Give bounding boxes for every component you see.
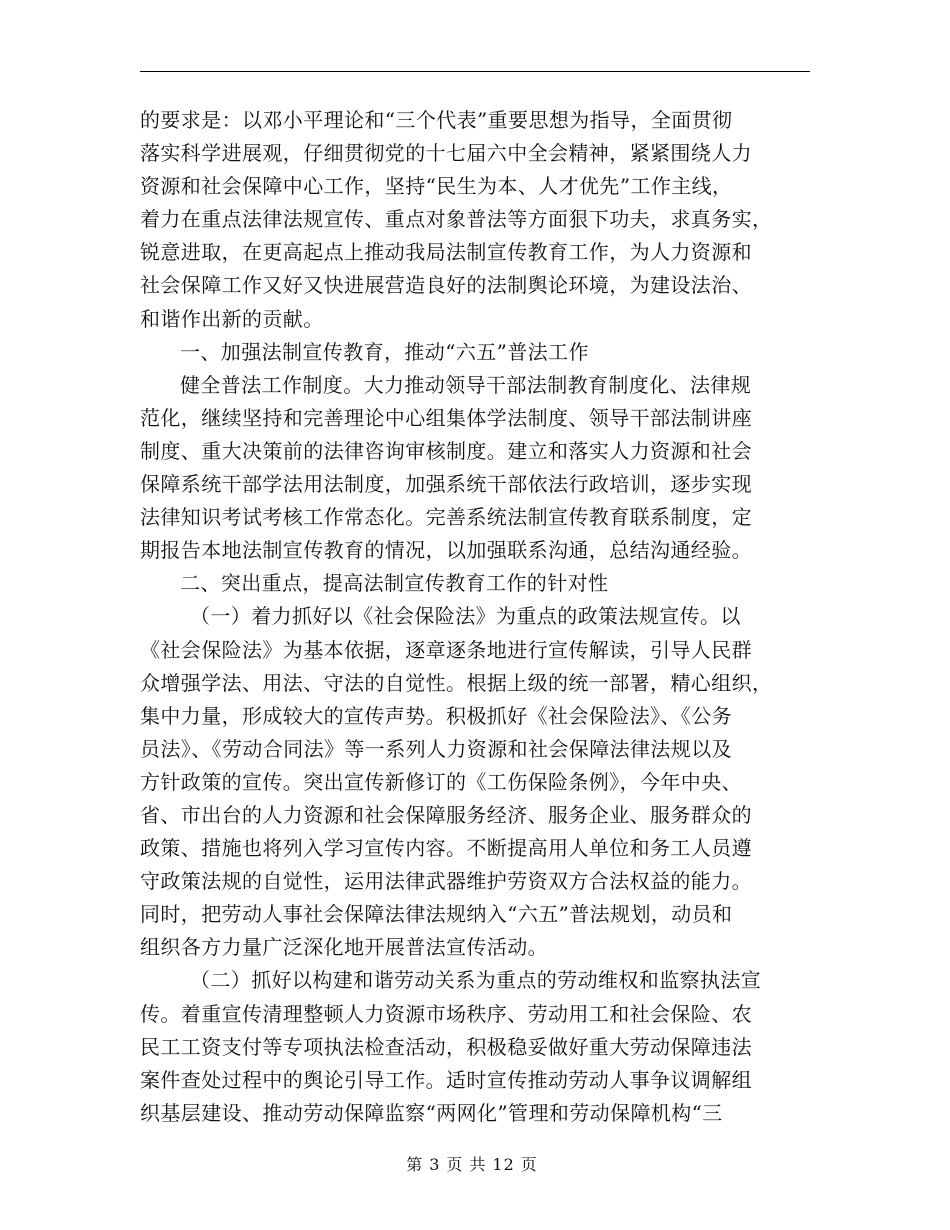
text-line: 传。着重宣传清理整顿人力资源市场秩序、劳动用工和社会保险、农 bbox=[140, 1001, 752, 1026]
text-line: 落实科学进展观，仔细贯彻党的十七届六中全会精神，紧紧围绕人力 bbox=[140, 141, 752, 166]
text-line: 锐意进取，在更高起点上推动我局法制宣传教育工作，为人力资源和 bbox=[140, 240, 752, 265]
text-line: 守政策法规的自觉性，运用法律武器维护劳资双方合法权益的能力。 bbox=[140, 869, 752, 894]
text-line: 织基层建设、推动劳动保障监察“两网化”管理和劳动保障机构“三 bbox=[140, 1100, 723, 1125]
text-line: 社会保障工作又好又快进展营造良好的法制舆论环境，为建设法治、 bbox=[140, 273, 752, 298]
text-line: 资源和社会保障中心工作，坚持“民生为本、人才优先”工作主线， bbox=[140, 174, 733, 199]
text-line: 众增强学法、用法、守法的自觉性。根据上级的统一部署，精心组织， bbox=[140, 670, 773, 695]
page-prefix: 第 bbox=[406, 1155, 424, 1174]
section-heading-2: 二、突出重点，提高法制宣传教育工作的针对性 bbox=[180, 571, 609, 596]
paragraph-start: 健全普法工作制度。大力推动领导干部法制教育制度化、法律规 bbox=[180, 372, 752, 397]
subsection-heading-1: （一）着力抓好以《社会保险法》为重点的政策法规宣传。以 bbox=[190, 604, 741, 629]
text-line: 范化，继续坚持和完善理论中心组集体学法制度、领导干部法制讲座 bbox=[140, 405, 752, 430]
text-line: 制度、重大决策前的法律咨询审核制度。建立和落实人力资源和社会 bbox=[140, 438, 752, 463]
text-line: 员法》、《劳动合同法》等一系列人力资源和社会保障法律法规以及 bbox=[140, 736, 732, 761]
text-line: 民工工资支付等专项执法检查活动，积极稳妥做好重大劳动保障违法 bbox=[140, 1034, 752, 1059]
text-line: 政策、措施也将列入学习宣传内容。不断提高用人单位和务工人员遵 bbox=[140, 836, 752, 861]
text-line: 法律知识考试考核工作常态化。完善系统法制宣传教育联系制度，定 bbox=[140, 505, 752, 530]
text-line: 同时，把劳动人事社会保障法律法规纳入“六五”普法规划，动员和 bbox=[140, 902, 733, 927]
page-unit: 页 bbox=[446, 1155, 464, 1174]
document-body bbox=[140, 104, 812, 1130]
text-line: 组织各方力量广泛深化地开展普法宣传活动。 bbox=[140, 935, 548, 960]
subsection-heading-2: （二）抓好以构建和谐劳动关系为重点的劳动维权和监察执法宣 bbox=[190, 968, 762, 993]
text-line: 着力在重点法律法规宣传、重点对象普法等方面狠下功夫，求真务实， bbox=[140, 207, 773, 232]
text-line: 期报告本地法制宣传教育的情况，以加强联系沟通，总结沟通经验。 bbox=[140, 538, 752, 563]
text-line: 《社会保险法》为基本依据，逐章逐条地进行宣传解读，引导人民群 bbox=[140, 637, 752, 662]
text-line: 省、市出台的人力资源和社会保障服务经济、服务企业、服务群众的 bbox=[140, 802, 752, 827]
total-prefix: 共 bbox=[469, 1155, 487, 1174]
page-number: 3 bbox=[429, 1155, 441, 1174]
text-line: 的要求是：以邓小平理论和“三个代表”重要思想为指导，全面贯彻 bbox=[140, 108, 733, 132]
section-heading-1: 一、加强法制宣传教育，推动“六五”普法工作 bbox=[180, 339, 589, 364]
total-pages: 12 bbox=[492, 1155, 515, 1174]
text-line: 集中力量，形成较大的宣传声势。积极抓好《社会保险法》、《公务 bbox=[140, 703, 732, 728]
header-rule bbox=[140, 71, 810, 72]
total-unit: 页 bbox=[520, 1155, 538, 1174]
text-line: 保障系统干部学法用法制度，加强系统干部依法行政培训，逐步实现 bbox=[140, 472, 752, 497]
text-line: 和谐作出新的贡献。 bbox=[140, 306, 324, 331]
text-line: 案件查处过程中的舆论引导工作。适时宣传推动劳动人事争议调解组 bbox=[140, 1067, 752, 1092]
text-line: 方针政策的宣传。突出宣传新修订的《工伤保险条例》，今年中央、 bbox=[140, 769, 742, 794]
page-footer bbox=[0, 1152, 950, 1175]
